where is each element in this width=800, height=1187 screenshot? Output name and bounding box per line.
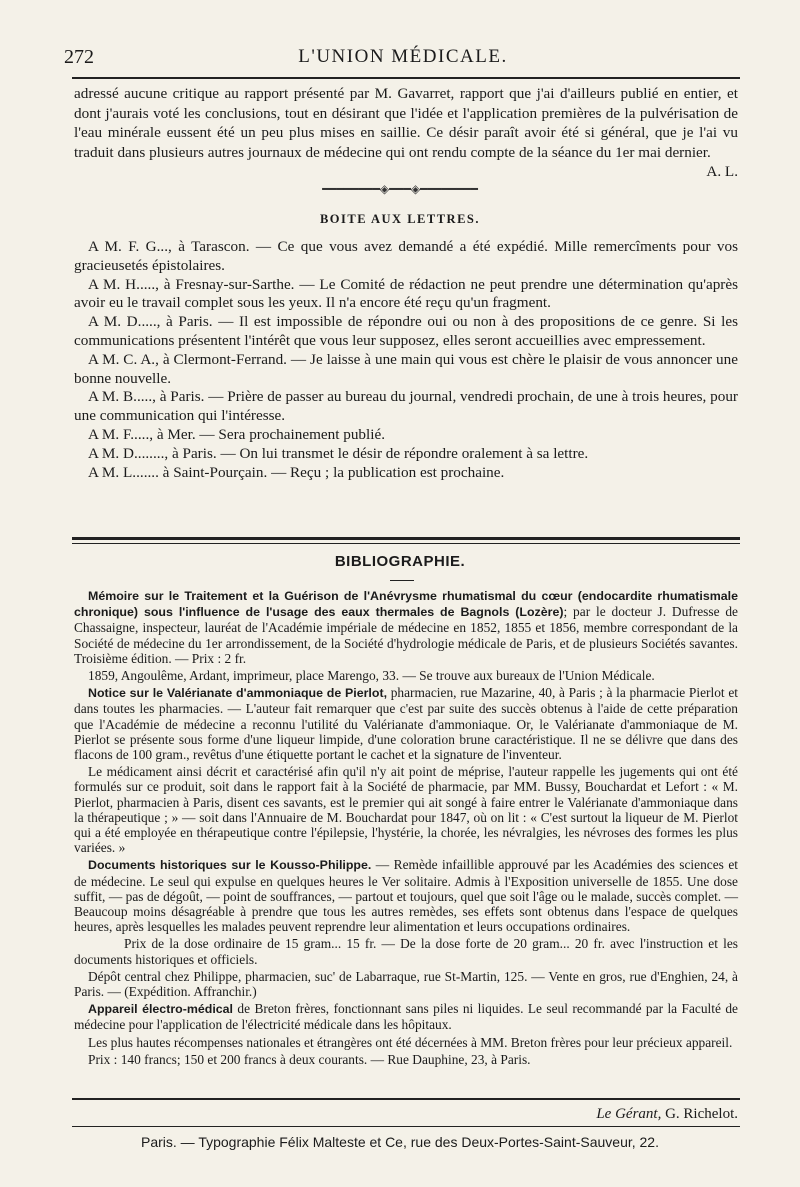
section-double-rule	[72, 537, 740, 540]
intro-paragraph	[74, 84, 738, 182]
boite-aux-lettres-title: BOITE AUX LETTRES.	[319, 212, 481, 226]
documents-depot: Dépôt central chez Philippe, pharmacien, suc' de Labarraque, rue St-Martin, 125. — Vente en gros, rue d'Enghien, 24, à Paris. — (Expédition. Affranchir.)	[74, 968, 738, 1000]
imprint-rule	[72, 1126, 740, 1127]
letter-item: A M. D....., à Paris. — Il est impossible de répondre oui ou non à des propositions de ce genre. Si les communications présentent l'intérêt que vous leur supposez, elles seront accueillies avec empressement.	[74, 313, 738, 349]
notice-text: pharmacien, rue Mazarine, 40, à Paris ; à la pharmacie Pierlot et dans toutes les pharmacies. — L'auteur fait remarquer que c'est par suite des succès obtenus à l'aide de cette préparation que l'Académie de médecine a reconnu l'utilité du Valérianate d'ammoniaque. Or, le Valérianate d'ammoniaque de M. Pierlot se présente sous forme d'une liqueur limpide, d'une coloration brune caractéristique. Il ne se délivre que dans des flacons de 100 gram., revêtus d'une étiquette portant le cachet et la signature de l'inventeur.	[74, 685, 738, 763]
letter-item: A M. D........, à Paris. — On lui transmet le désir de répondre oralement à sa lettre.	[88, 444, 589, 462]
memoire-entry	[74, 588, 738, 666]
intro-signature: A. L.	[706, 163, 738, 180]
notice-paragraph-2: Le médicament ainsi décrit et caractérisé afin qu'il n'y ait point de méprise, l'auteur rappelle les jugements qui ont été formulés sur ce produit, soit dans le rapport fait à la Société de pharmacie, par MM. Bussy, Bouchardat et Lefort : « M. Pierlot, pharmacien à Paris, disent ces savants, est le premier qui ait songé à faire entrer le Valérianate d'ammoniaque dans la thérapeutique ; » — soit dans l'Annuaire de M. Bouchardat pour 1847, où on lit : « C'est surtout la liqueur de M. Pierlot qui a été employée en thérapeutique contre l'épilepsie, l'hystérie, la chorée, les névralgies, les névroses des formes les plus variées. »	[74, 764, 738, 856]
section-ornament: ━━━━━━━━◈━━━◈━━━━━━━━	[322, 182, 478, 196]
appareil-heading: Appareil électro-médical	[88, 1002, 233, 1017]
memoire-text: ; par le docteur J. Dufresse de Chassaigne, inspecteur, lauréat de l'Académie impériale de médecine en 1852, 1855 et 1856, membre correspondant de la Société de médecine du 1er arrondissement, de la Société d'hydrologie médicale de Paris, et de plusieurs Sociétés savantes. Troisième édition. — Prix : 2 fr.	[74, 604, 739, 666]
notice-heading: Notice sur le Valérianate d'ammoniaque de Pierlot,	[88, 686, 388, 701]
letter-item: A M. F. G..., à Tarascon. — Ce que vous avez demandé a été expédié. Mille remercîments pour vos gracieusetés épistolaires.	[74, 238, 738, 274]
documents-heading: Documents historiques sur le Kousso-Philippe.	[88, 858, 372, 873]
notice-entry	[74, 685, 738, 762]
page-number: 272	[64, 46, 94, 68]
letter-item: A M. L....... à Saint-Pourçain. — Reçu ; la publication est prochaine.	[88, 463, 505, 481]
memoire-heading: Mémoire sur le Traitement et la Guérison de l'Anévrysme rhumatismal du cœur (endocardite rhumatismale chronique) sous l'influence de l'usage des eaux thermales de Bagnols (Lozère)	[74, 589, 738, 620]
intro-text: adressé aucune critique au rapport présenté par M. Gavarret, rapport que j'ai d'ailleurs publié en entier, et dont j'aurais voté les conclusions, tout en désirant que l'idée et l'application premières de la pulvérisation de l'eau minérale eussent été un peu plus mises en saillie. Ce désir paraît avoir été si général, que je l'ai vu traduit dans plusieurs autres journaux de médecine qui ont rendu compte de la séance du 1er mai dernier.	[74, 85, 738, 161]
documents-text: — Remède infaillible approuvé par les Académies des sciences et de médecine. Le seul qui expulse en quelques heures le Ver solitaire. Admis à l'Exposition universelle de 1855. Une dose suffit, — pas de dégoût, — point de souffrances, — partout et toujours, quel que soit l'âge ou le malade, succès complet. — Beaucoup moins désagréable à prendre que tous les autres remèdes, ses effets sont obtenus dans l'espace de quelques heures, après lesquelles les malades peuvent reprendre leur alimentation et leurs occupations ordinaires.	[74, 857, 738, 935]
gerant-name: G. Richelot.	[665, 1106, 738, 1122]
documents-entry	[74, 857, 738, 934]
appareil-price: Prix : 140 francs; 150 et 200 francs à deux courants. — Rue Dauphine, 23, à Paris.	[88, 1051, 531, 1067]
appareil-paragraph-2: Les plus hautes récompenses nationales et étrangères ont été décernées à MM. Breton frères pour leur précieux appareil.	[88, 1034, 733, 1050]
letter-item: A M. C. A., à Clermont-Ferrand. — Je laisse à une main qui vous est chère le plaisir de vous annoncer une bonne nouvelle.	[74, 350, 738, 387]
header-rule	[72, 77, 740, 79]
printer-imprint: Paris. — Typographie Félix Malteste et Ce, rue des Deux-Portes-Saint-Sauveur, 22.	[141, 1134, 659, 1150]
bibliography-section	[74, 588, 738, 1069]
gerant-signature	[596, 1106, 738, 1123]
letter-item: A M. F....., à Mer. — Sera prochainement publié.	[88, 425, 385, 443]
bibliographie-title: BIBLIOGRAPHIE.	[334, 553, 466, 570]
title-short-rule	[390, 580, 414, 581]
letters-list	[74, 238, 738, 482]
appareil-text: de Breton frères, fonctionnant sans piles ni liquides. Le seul recommandé par la Faculté de médecine pour l'application de l'électricité médicale dans les hôpitaux.	[74, 1001, 738, 1033]
appareil-entry	[74, 1001, 738, 1032]
memoire-publisher: 1859, Angoulême, Ardant, imprimeur, place Marengo, 33. — Se trouve aux bureaux de l'Union Médicale.	[88, 668, 655, 684]
section-double-rule-thin	[72, 543, 740, 544]
letter-item: A M. H....., à Fresnay-sur-Sarthe. — Le Comité de rédaction ne peut prendre une détermination qu'après avoir eu le travail complet sous les yeux. Il n'a encore été reçu qu'un fragment.	[74, 275, 738, 312]
page-header	[64, 44, 742, 74]
footer-rule	[72, 1098, 740, 1100]
gerant-label: Le Gérant,	[596, 1106, 662, 1122]
letter-item: A M. B....., à Paris. — Prière de passer au bureau du journal, vendredi prochain, de une à trois heures, pour une communication qui l'intéresse.	[74, 388, 738, 425]
journal-title: L'UNION MÉDICALE.	[298, 46, 508, 67]
documents-price: Prix de la dose ordinaire de 15 gram... 15 fr. — De la dose forte de 20 gram... 20 fr. avec l'instruction et les documents historiques et officiels.	[74, 936, 738, 967]
